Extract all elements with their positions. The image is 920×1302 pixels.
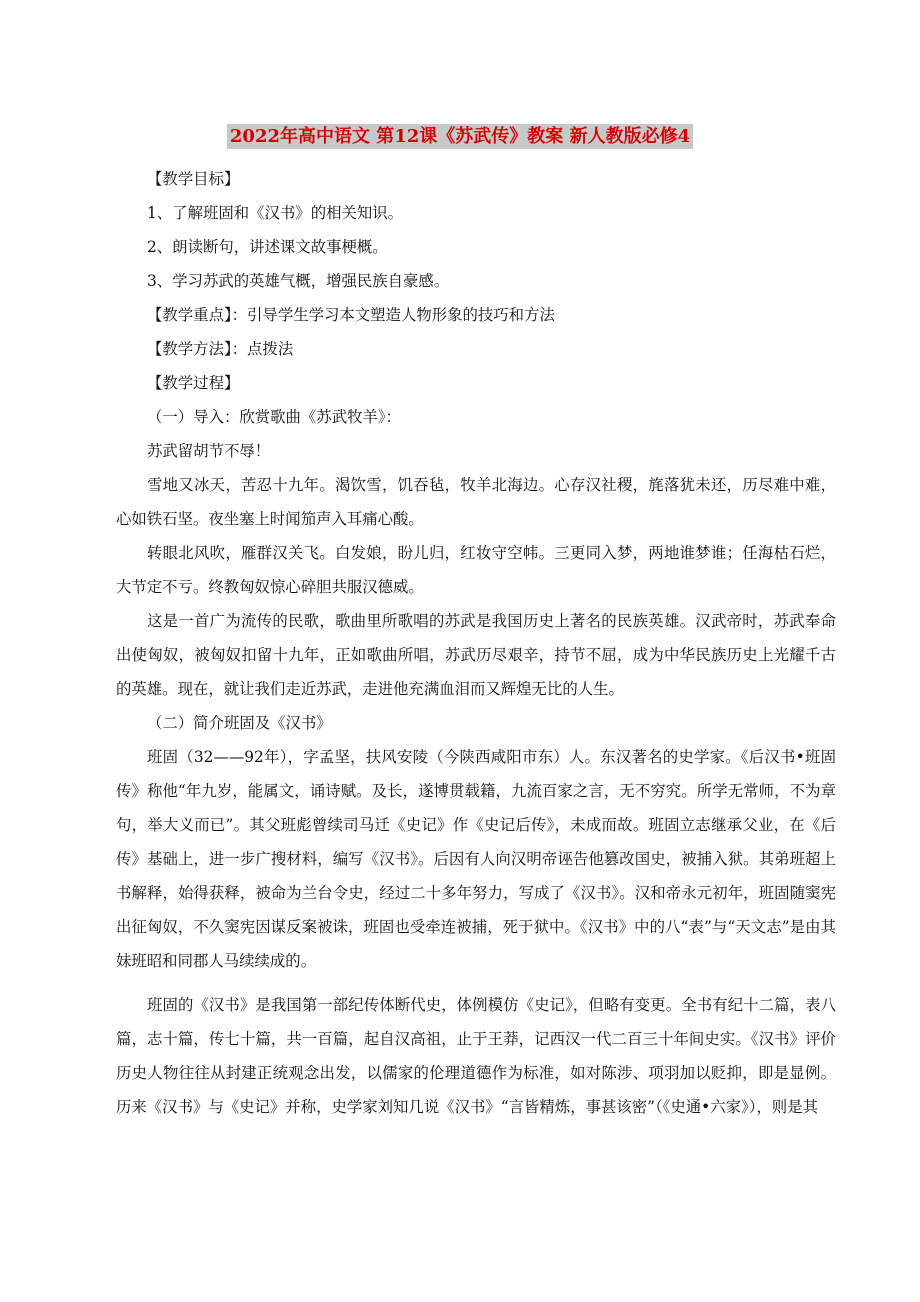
objective-item: 3、学习苏武的英雄气概，增强民族自豪感。 — [147, 272, 450, 290]
document-body — [116, 162, 836, 1124]
teaching-method: 【教学方法】：点拨法 — [147, 340, 294, 358]
song-verse: 转眼北风吹，雁群汉关飞。白发娘，盼儿归，红妆守空帏。三更同入梦，两地谁梦谁；任海枯石烂，大节定不亏。终教匈奴惊心碎胆共服汉德威。 — [116, 544, 836, 596]
body-paragraph: 班固（32——92年），字孟坚，扶风安陵（今陕西咸阳市东）人。东汉著名的史学家。《后汉书•班固传》称他“年九岁，能属文，诵诗赋。及长，遂博贯载籍，九流百家之言，无不穷究。所学无常师，不为章句，举大义而已”。其父班彪曾续司马迁《史记》作《史记后传》，未成而故。班固立志继承父业，在《后传》基础上，进一步广搜材料，编写《汉书》。后因有人向汉明帝诬告他篡改国史，被捕入狱。其弟班超上书解释，始得获释，被命为兰台令史，经过二十多年努力，写成了《汉书》。汉和帝永元初年，班固随窦宪出征匈奴，不久窦宪因谋反案被诛，班固也受牵连被捕，死于狱中。《汉书》中的八“表”与“天文志”是由其妹班昭和同郡人马续续成的。 — [116, 748, 836, 970]
song-verse: 雪地又冰天，苦忍十九年。渴饮雪，饥吞毡，牧羊北海边。心存汉社稷，旄落犹未还，历尽难中难，心如铁石坚。夜坐塞上时闻笳声入耳痛心酸。 — [116, 476, 836, 528]
subsection-bangu: （二）简介班固及《汉书》 — [147, 714, 332, 732]
document-title — [0, 124, 920, 150]
section-heading-objectives: 【教学目标】 — [147, 170, 240, 188]
teaching-focus: 【教学重点】：引导学生学习本文塑造人物形象的技巧和方法 — [147, 306, 555, 324]
body-paragraph: 班固的《汉书》是我国第一部纪传体断代史，体例模仿《史记》，但略有变更。全书有纪十二篇，表八篇，志十篇，传七十篇，共一百篇，起自汉高祖，止于王莽，记西汉一代二百三十年间史实。《汉书》评价历史人物往往从封建正统观念出发，以儒家的伦理道德作为标准，如对陈涉、项羽加以贬抑，即是显例。历来《汉书》与《史记》并称，史学家刘知几说《汉书》“言皆精炼，事甚该密”（《史通•六家》），则是其 — [116, 996, 836, 1116]
section-heading-process: 【教学过程】 — [147, 374, 240, 392]
objective-item: 1、了解班固和《汉书》的相关知识。 — [147, 204, 404, 222]
body-paragraph: 这是一首广为流传的民歌，歌曲里所歌唱的苏武是我国历史上著名的民族英雄。汉武帝时，苏武奉命出使匈奴，被匈奴扣留十九年，正如歌曲所唱，苏武历尽艰辛，持节不屈，成为中华民族历史上光耀千古的英雄。现在，就让我们走近苏武，走进他充满血泪而又辉煌无比的人生。 — [116, 612, 836, 698]
document-title-text: 2022年高中语文 第12课《苏武传》教案 新人教版必修4 — [227, 124, 693, 149]
subsection-intro: （一）导入：欣赏歌曲《苏武牧羊》： — [147, 408, 401, 426]
song-line: 苏武留胡节不辱！ — [147, 442, 271, 460]
objective-item: 2、朗读断句，讲述课文故事梗概。 — [147, 238, 388, 256]
